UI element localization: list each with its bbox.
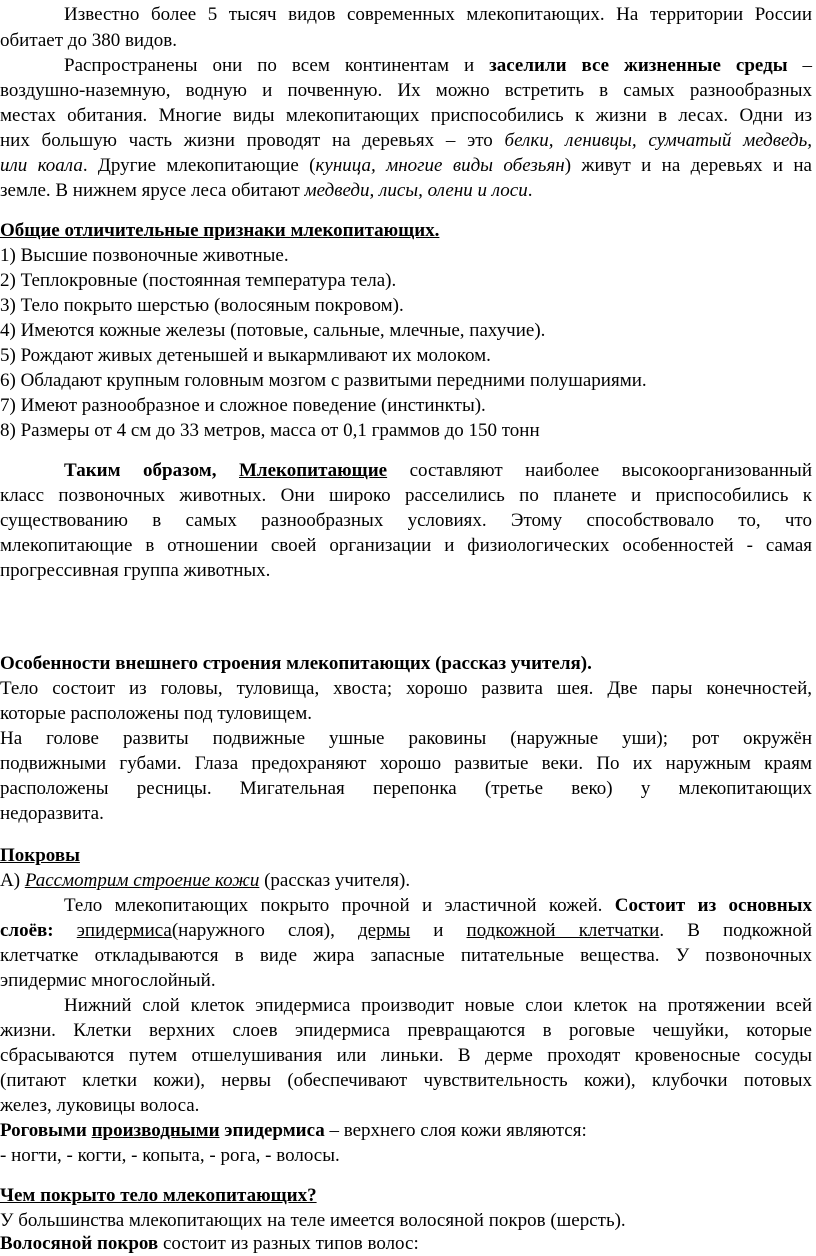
covers-item-a: А) Рассмотрим строение кожи (рассказ учителя). <box>0 870 411 891</box>
intro-paragraph-2-line-4: них большую часть жизни проводят на деревьях – это белки, ленивцы, сумчатый медведь, <box>0 130 813 151</box>
feature-item: 7) Имеют разнообразное и сложное поведение (инстинкты). <box>0 395 486 416</box>
conclusion-line-4: млекопитающие в отношении своей организации и физиологических особенностей - самая <box>0 535 812 556</box>
skin-paragraph-2-line-3: сбрасываются путем отшелушивания или линьки. В дерме проходят кровеносные сосуды <box>0 1045 812 1066</box>
feature-item: 6) Обладают крупным головным мозгом с развитыми передними полушариями. <box>0 370 647 391</box>
feature-item: 3) Тело покрыто шерстью (волосяным покровом). <box>0 295 404 316</box>
skin-paragraph-2-line-4: (питают клетки кожи), нервы (обеспечивают чувствительность кожи), клубочки потовых <box>0 1070 812 1091</box>
skin-paragraph-1-line-3: клетчатке откладываются в виде жира запасные питательные вещества. У позвоночных <box>0 945 812 966</box>
intro-paragraph-2-line-1: Распространены они по всем континентам и заселили все жизненные среды – <box>64 55 813 76</box>
intro-paragraph-1-line-1: Известно более 5 тысяч видов современных млекопитающих. На территории России <box>64 4 812 25</box>
structure-line-1: Тело состоит из головы, туловища, хвоста; хорошо развита шея. Две пары конечностей, <box>0 678 812 699</box>
conclusion-line-3: существованию в самых разнообразных условиях. Этому способствовало то, что <box>0 510 812 531</box>
feature-item: 4) Имеются кожные железы (потовые, сальные, млечные, пахучие). <box>0 320 546 341</box>
structure-line-4: подвижными губами. Глаза предохраняют хорошо развитые веки. По их наружным краям <box>0 753 812 774</box>
conclusion-line-5: прогрессивная группа животных. <box>0 560 271 581</box>
feature-item: 1) Высшие позвоночные животные. <box>0 245 289 266</box>
horn-derivatives-line: Роговыми производными эпидермиса – верхнего слоя кожи являются: <box>0 1120 587 1141</box>
skin-paragraph-2-line-1: Нижний слой клеток эпидермиса производит новые слои клеток на протяжении всей <box>64 995 812 1016</box>
structure-line-3: На голове развиты подвижные ушные раковины (наружные уши); рот окружён <box>0 728 812 749</box>
skin-paragraph-1-line-4: эпидермис многослойный. <box>0 970 216 991</box>
ground-animals-list: медведи, лисы, олени и лоси <box>304 180 528 201</box>
emphasis-all-environments: заселили все жизненные среды <box>489 55 788 76</box>
intro-paragraph-2-line-2: воздушно-наземную, водную и почвенную. Их можно встретить в самых разнообразных <box>0 80 812 101</box>
skin-paragraph-2-line-2: жизни. Клетки верхних слоев эпидермиса превращаются в роговые чешуйки, которые <box>0 1020 812 1041</box>
conclusion-line-1: Таким образом, Млекопитающие составляют наиболее высокоорганизованный <box>64 460 812 481</box>
feature-item: 8) Размеры от 4 см до 33 метров, масса от 0,1 граммов до 150 тонн <box>0 420 540 441</box>
features-heading: Общие отличительные признаки млекопитающих. <box>0 220 440 241</box>
feature-item: 5) Рождают живых детенышей и выкармливают их молоком. <box>0 345 491 366</box>
hair-line-2: Волосяной покров состоит из разных типов волос: <box>0 1233 419 1254</box>
term-subcutaneous-tissue: подкожной клетчатки <box>466 920 660 941</box>
mammals-term: Млекопитающие <box>238 460 388 481</box>
skin-paragraph-2-line-5: желез, луковицы волоса. <box>0 1095 200 1116</box>
term-dermis: дермы <box>358 920 411 941</box>
intro-paragraph-1-line-2: обитает до 380 видов. <box>0 30 177 51</box>
hair-question: Чем покрыто тело млекопитающих? <box>0 1185 317 1206</box>
structure-line-6: недоразвита. <box>0 803 104 824</box>
skin-paragraph-1-line-1: Тело млекопитающих покрыто прочной и эластичной кожей. Состоит из основных <box>64 895 812 916</box>
hair-line-1: У большинства млекопитающих на теле имеется волосяной покров (шерсть). <box>0 1210 626 1231</box>
skin-paragraph-1-line-2: слоёв: эпидермиса(наружного слоя), дермы и подкожной клетчатки. В подкожной <box>0 920 813 941</box>
covers-heading: Покровы <box>0 845 80 866</box>
intro-paragraph-2-line-3: местах обитания. Многие виды млекопитающих приспособились к жизни в лесах. Одни из <box>0 105 812 126</box>
intro-paragraph-2-line-6: земле. В нижнем ярусе леса обитают медведи, лисы, олени и лоси. <box>0 180 533 201</box>
term-epidermis: эпидермиса <box>76 920 172 941</box>
conclusion-line-2: класс позвоночных животных. Они широко расселились по планете и приспособились к <box>0 485 812 506</box>
horn-derivatives-list: - ногти, - когти, - копыта, - рога, - волосы. <box>0 1145 340 1166</box>
intro-paragraph-2-line-5: или коала. Другие млекопитающие (куница, многие виды обезьян) живут и на деревьях и на <box>0 155 812 176</box>
feature-item: 2) Теплокровные (постоянная температура тела). <box>0 270 397 291</box>
tree-animals-list: белки, ленивцы, сумчатый медведь, <box>504 130 813 151</box>
structure-line-5: расположены ресницы. Мигательная перепонка (третье веко) у млекопитающих <box>0 778 812 799</box>
structure-heading: Особенности внешнего строения млекопитающих (рассказ учителя). <box>0 653 592 674</box>
structure-line-2: которые расположены под туловищем. <box>0 703 313 724</box>
skin-structure-link: Рассмотрим строение кожи <box>24 870 260 891</box>
